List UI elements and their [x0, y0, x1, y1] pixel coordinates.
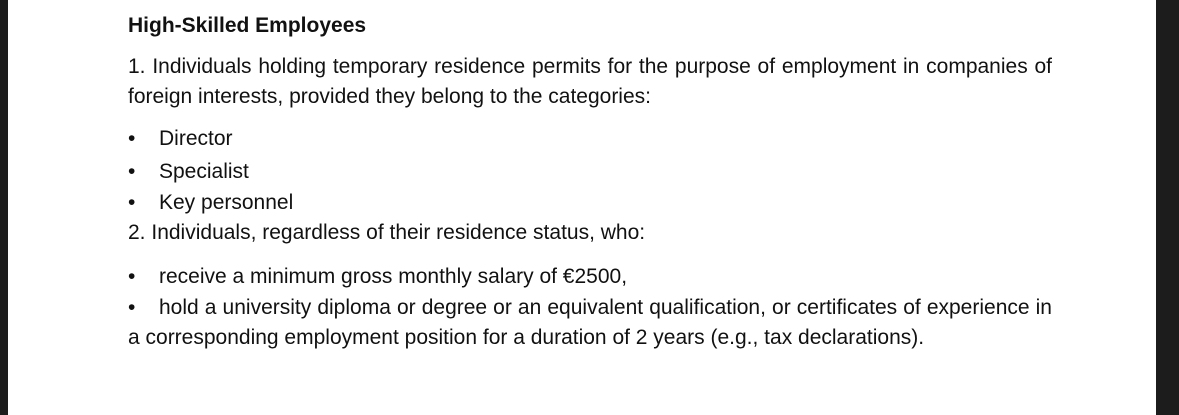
bullet-text: receive a minimum gross monthly salary of €2500, — [159, 265, 628, 288]
bullet-icon: • — [128, 191, 136, 214]
list-item — [128, 188, 1052, 218]
item-2-number: 2. — [128, 221, 146, 244]
list-item — [128, 260, 1052, 293]
item-1-text: Individuals holding temporary residence permits for the purpose of employment in companies of foreign interests, provided they belong to the categories: — [128, 55, 1053, 108]
bullet-text: Specialist — [159, 160, 249, 183]
left-border — [0, 0, 8, 415]
document-page — [8, 0, 1156, 415]
item-2-text: Individuals, regardless of their residence status, who: — [151, 221, 646, 244]
bullet-icon: • — [128, 127, 136, 150]
item-2-bullet-list — [128, 260, 1052, 293]
bullet-icon: • — [128, 265, 136, 288]
list-item — [128, 293, 1052, 353]
list-item — [128, 122, 1052, 155]
section-heading: High-Skilled Employees — [128, 14, 367, 37]
bullet-text: Key personnel — [159, 191, 294, 214]
item-1-number: 1. — [128, 55, 146, 78]
document-content — [128, 12, 1052, 353]
item-1-bullet-list — [128, 122, 1052, 218]
bullet-text: Director — [159, 127, 233, 150]
bullet-icon: • — [128, 160, 136, 183]
bullet-text: hold a university diploma or degree or an equivalent qualification, or certificates of experience in a corresponding employment position for a duration of 2 years (e.g., tax declarations). — [128, 296, 1052, 349]
list-item — [128, 155, 1052, 188]
right-border — [1156, 0, 1179, 415]
bullet-icon: • — [128, 296, 136, 319]
numbered-item-2 — [128, 218, 1052, 248]
numbered-item-1 — [128, 52, 1052, 112]
